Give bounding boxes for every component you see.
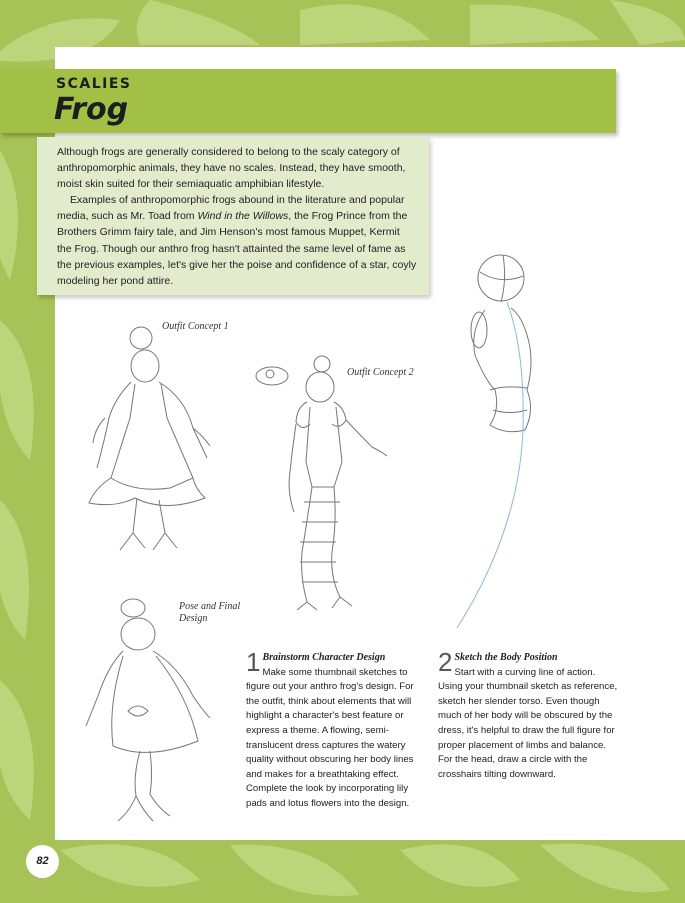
caption-final-line-1: Pose and Final [179, 601, 241, 612]
outfit-concept-1-sketch [75, 318, 225, 558]
intro-paragraph-1: Although frogs are generally considered to belong to the scaly category of anthropomorphic animals, they have no scales. Instead, they have smooth, moist skin suited for their semiaquatic amphibian lifestyle. [57, 146, 406, 191]
step-1 [246, 647, 416, 812]
step-1-number: 1 [246, 647, 261, 677]
caption-final-line-2: Design [179, 613, 208, 624]
page-title: Frog [54, 92, 129, 127]
intro-box [37, 137, 429, 295]
step-2-body: Start with a curving line of action. Using your thumbnail sketch as reference, sketch her slender torso. Even though much of her body will be obscured by the dress, it's helpful to draw the full figure for proper placement of limbs and balance. For the head, draw a circle with the crosshairs tilting downward. [438, 666, 618, 780]
caption-outfit-concept-1: Outfit Concept 1 [162, 321, 229, 332]
step-1-heading: Brainstorm Character Design [262, 652, 386, 663]
caption-final-design [179, 601, 240, 625]
intro-p2-start: Examples of anthropomorphic frogs abound in the literature and popular media, such as Mr. Toad from [57, 194, 405, 223]
page-number: 82 [26, 845, 59, 878]
outfit-concept-2-sketch [252, 352, 412, 614]
body-position-sketch [455, 250, 550, 630]
final-design-sketch [78, 596, 228, 831]
intro-p2-title: Wind in the Willows [197, 210, 289, 223]
step-1-body: Make some thumbnail sketches to figure out your anthro frog's design. For the outfit, think about elements that will highlight a character's best feature or express a theme. A flowing, semi-translucent dress captures the watery quality without obscuring her body lines and makes for a breathtaking effect. Complete the look by incorporating lily pads and lotus flowers into the design. [246, 666, 414, 809]
step-2-heading: Sketch the Body Position [454, 652, 558, 663]
category-label: SCALIES [56, 76, 132, 92]
step-2-number: 2 [438, 647, 453, 677]
intro-paragraph-2 [57, 192, 417, 289]
step-2 [438, 647, 620, 782]
caption-outfit-concept-2: Outfit Concept 2 [347, 367, 414, 378]
intro-p2-end: , the Frog Prince from the Brothers Grimm fairy tale, and Jim Henson's most famous Muppet, Kermit the Frog. Though our anthro frog hasn't attainted the same level of fame as the previous examples, let's give her the poise and confidence of a star, coyly modeling her pond attire. [57, 210, 417, 288]
